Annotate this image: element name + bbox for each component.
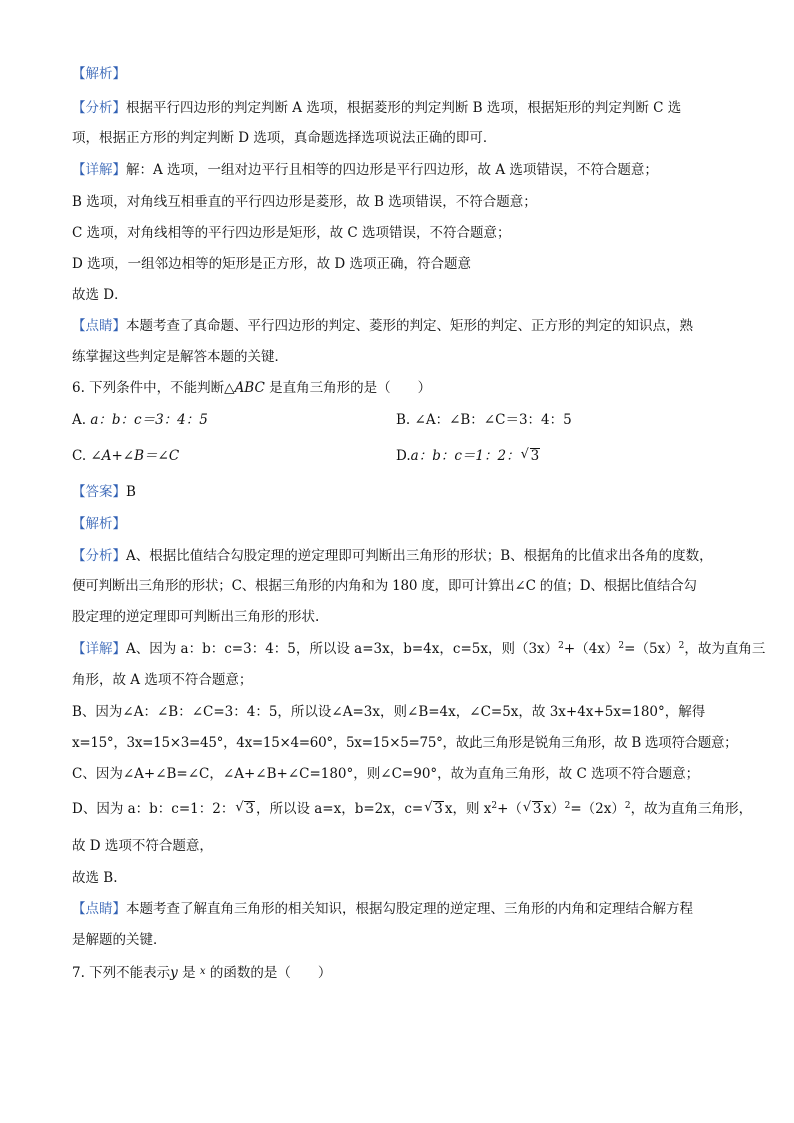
- q6-answer: [72, 482, 136, 502]
- q5-xiangjie-line-1: [72, 160, 658, 180]
- dianjing-tag: 【点睛】: [72, 318, 126, 334]
- dianjing-tag: 【点睛】: [72, 901, 126, 917]
- xj-a-text-1: A、因为 a：b：c=3：4：5，所以设 a=3x，b=4x，c=5x，则（3x）: [126, 641, 559, 657]
- superscript-2: 2: [678, 641, 685, 651]
- q6-stem-abc: ABC: [234, 380, 265, 396]
- superscript-2: 2: [491, 801, 498, 811]
- q6-conclusion: 故选 B.: [72, 870, 118, 886]
- q5-fenxi-line-2: 项，根据正方形的判定判断 D 选项，真命题选择选项说法正确的即可．: [72, 130, 497, 146]
- q6-option-b: [396, 410, 572, 430]
- superscript-2: 2: [558, 641, 564, 651]
- q6-xiangjie-d-line-2: 故 D 选项不符合题意，: [72, 838, 213, 854]
- q6-option-a: [72, 410, 208, 430]
- option-c-label: C.: [72, 448, 87, 464]
- q6-xiangjie-c-line: C、因为∠A+∠B=∠C，∠A+∠B+∠C=180°，则∠C=90°，故为直角三角形，故 C 选项不符合题意；: [72, 766, 700, 782]
- q6-xiangjie-b-line-1: B、因为∠A：∠B：∠C=3：4：5，所以设∠A=3x，则∠B=4x，∠C=5x，故 3x+4x+5x=180°，解得: [72, 704, 706, 720]
- q5-dianjing-line-1: [72, 316, 693, 336]
- xj-d-text-6: =（2x）: [570, 801, 625, 817]
- q6-fenxi-line-2: 便可判断出三角形的形状；C、根据三角形的内角和为 180 度，即可计算出∠C 的值；D、根据比值结合勾: [72, 578, 697, 594]
- q5-conclusion: 故选 D．: [72, 287, 128, 303]
- xiangjie-tag: 【详解】: [72, 641, 126, 657]
- q6-option-c: [72, 446, 179, 466]
- q6-stem-pre: 6. 下列条件中，不能判断△: [72, 380, 235, 396]
- q5-fenxi-line-1: [72, 98, 681, 118]
- q7-var-y: y: [170, 965, 178, 981]
- superscript-2: 2: [564, 801, 571, 811]
- xj-a-text-4: ，故为直角三: [684, 641, 766, 657]
- sqrt-symbol: [424, 799, 444, 819]
- sqrt-radicand: 3: [434, 801, 443, 817]
- sqrt-symbol: [521, 446, 541, 466]
- xj-d-text-4: +（: [497, 801, 522, 817]
- q6-dianjing-text-1: 本题考查了解直角三角形的相关知识，根据勾股定理的逆定理、三角形的内角和定理结合解方程: [126, 901, 693, 917]
- analysis-tag: 【解析】: [72, 516, 126, 532]
- q6-dianjing-line-1: [72, 899, 693, 919]
- option-c-text: ∠A+∠B＝∠C: [90, 448, 180, 464]
- xj-a-text-2: +（4x）: [563, 641, 619, 657]
- sqrt-radicand: 3: [532, 801, 542, 817]
- q5-option-c-line: C 选项，对角线相等的平行四边形是矩形，故 C 选项错误，不符合题意；: [72, 225, 511, 241]
- q5-dianjing-line-2: 练掌握这些判定是解答本题的关键．: [72, 349, 288, 365]
- superscript-2: 2: [624, 801, 631, 811]
- option-a-text: a：b：c＝3：4：5: [90, 412, 208, 428]
- answer-tag: 【答案】: [72, 484, 126, 500]
- option-b-text: ∠A：∠B：∠C＝3：4：5: [414, 412, 572, 428]
- q7-var-x: x: [199, 966, 206, 977]
- xj-d-text-1: D、因为 a：b：c=1：2：: [72, 801, 235, 817]
- q6-xiangjie-a-line-2: 角形，故 A 选项不符合题意；: [72, 672, 253, 688]
- fenxi-tag: 【分析】: [72, 548, 126, 564]
- q5-option-b-line: B 选项，对角线互相垂直的平行四边形是菱形，故 B 选项错误，不符合题意；: [72, 194, 537, 210]
- answer-value: B: [126, 484, 136, 500]
- q7-stem-post: 的函数的是（ ）: [205, 965, 332, 981]
- sqrt-symbol: [235, 799, 255, 819]
- q6-xiangjie-b-line-2: x=15°，3x=15×3=45°，4x=15×4=60°，5x=15×5=75°，故此三角形是锐角三角形，故 B 选项符合题意；: [72, 735, 738, 751]
- analysis-heading: [72, 64, 126, 84]
- q5-fenxi-text-1: 根据平行四边形的判定判断 A 选项，根据菱形的判定判断 B 选项，根据矩形的判定判断 C 选: [126, 100, 682, 116]
- q6-fenxi-line-3: 股定理的逆定理即可判断出三角形的形状.: [72, 609, 320, 625]
- superscript-2: 2: [618, 641, 625, 651]
- xj-d-text-2: ，所以设 a=x，b=2x，c=: [255, 801, 424, 817]
- xj-d-text-3: x，则 x: [444, 801, 492, 817]
- option-a-label: A.: [72, 412, 87, 428]
- q6-xiangjie-d-line-1: [72, 799, 752, 819]
- q5-xiangjie-text-1: 解：A 选项，一组对边平行且相等的四边形是平行四边形，故 A 选项错误，不符合题意；: [126, 162, 658, 178]
- xj-d-text-5: x）: [543, 801, 565, 817]
- q6-analysis-heading: [72, 514, 126, 534]
- sqrt-radicand: 3: [530, 448, 540, 464]
- sqrt-radicand: 3: [245, 801, 254, 817]
- xiangjie-tag: 【详解】: [72, 162, 126, 178]
- analysis-tag: 【解析】: [72, 66, 126, 82]
- option-d-label: D.: [396, 448, 411, 464]
- q6-dianjing-line-2: 是解题的关键．: [72, 932, 167, 948]
- q6-stem: [72, 378, 431, 398]
- fenxi-tag: 【分析】: [72, 100, 126, 116]
- q7-stem-pre: 7. 下列不能表示: [72, 965, 171, 981]
- q5-option-d-line: D 选项，一组邻边相等的矩形是正方形，故 D 选项正确，符合题意: [72, 256, 472, 272]
- sqrt-symbol: [523, 799, 543, 819]
- q6-option-d: [396, 446, 541, 466]
- q7-stem-mid: 是: [177, 965, 200, 981]
- q5-dianjing-text-1: 本题考查了真命题、平行四边形的判定、菱形的判定、矩形的判定、正方形的判定的知识点，熟: [126, 318, 693, 334]
- xj-d-text-7: ，故为直角三角形，: [630, 801, 753, 817]
- q7-stem: [72, 962, 331, 982]
- q6-xiangjie-a-line-1: [72, 639, 765, 659]
- q6-fenxi-line-1: [72, 546, 713, 566]
- q6-fenxi-text-1: A、根据比值结合勾股定理的逆定理即可判断出三角形的形状；B、根据角的比值求出各角的度数，: [126, 548, 713, 564]
- q6-stem-post: 是直角三角形的是（ ）: [264, 380, 432, 396]
- xj-a-text-3: =（5x）: [624, 641, 679, 657]
- option-b-label: B.: [396, 412, 411, 428]
- option-d-text: a：b：c＝1：2：: [410, 448, 520, 464]
